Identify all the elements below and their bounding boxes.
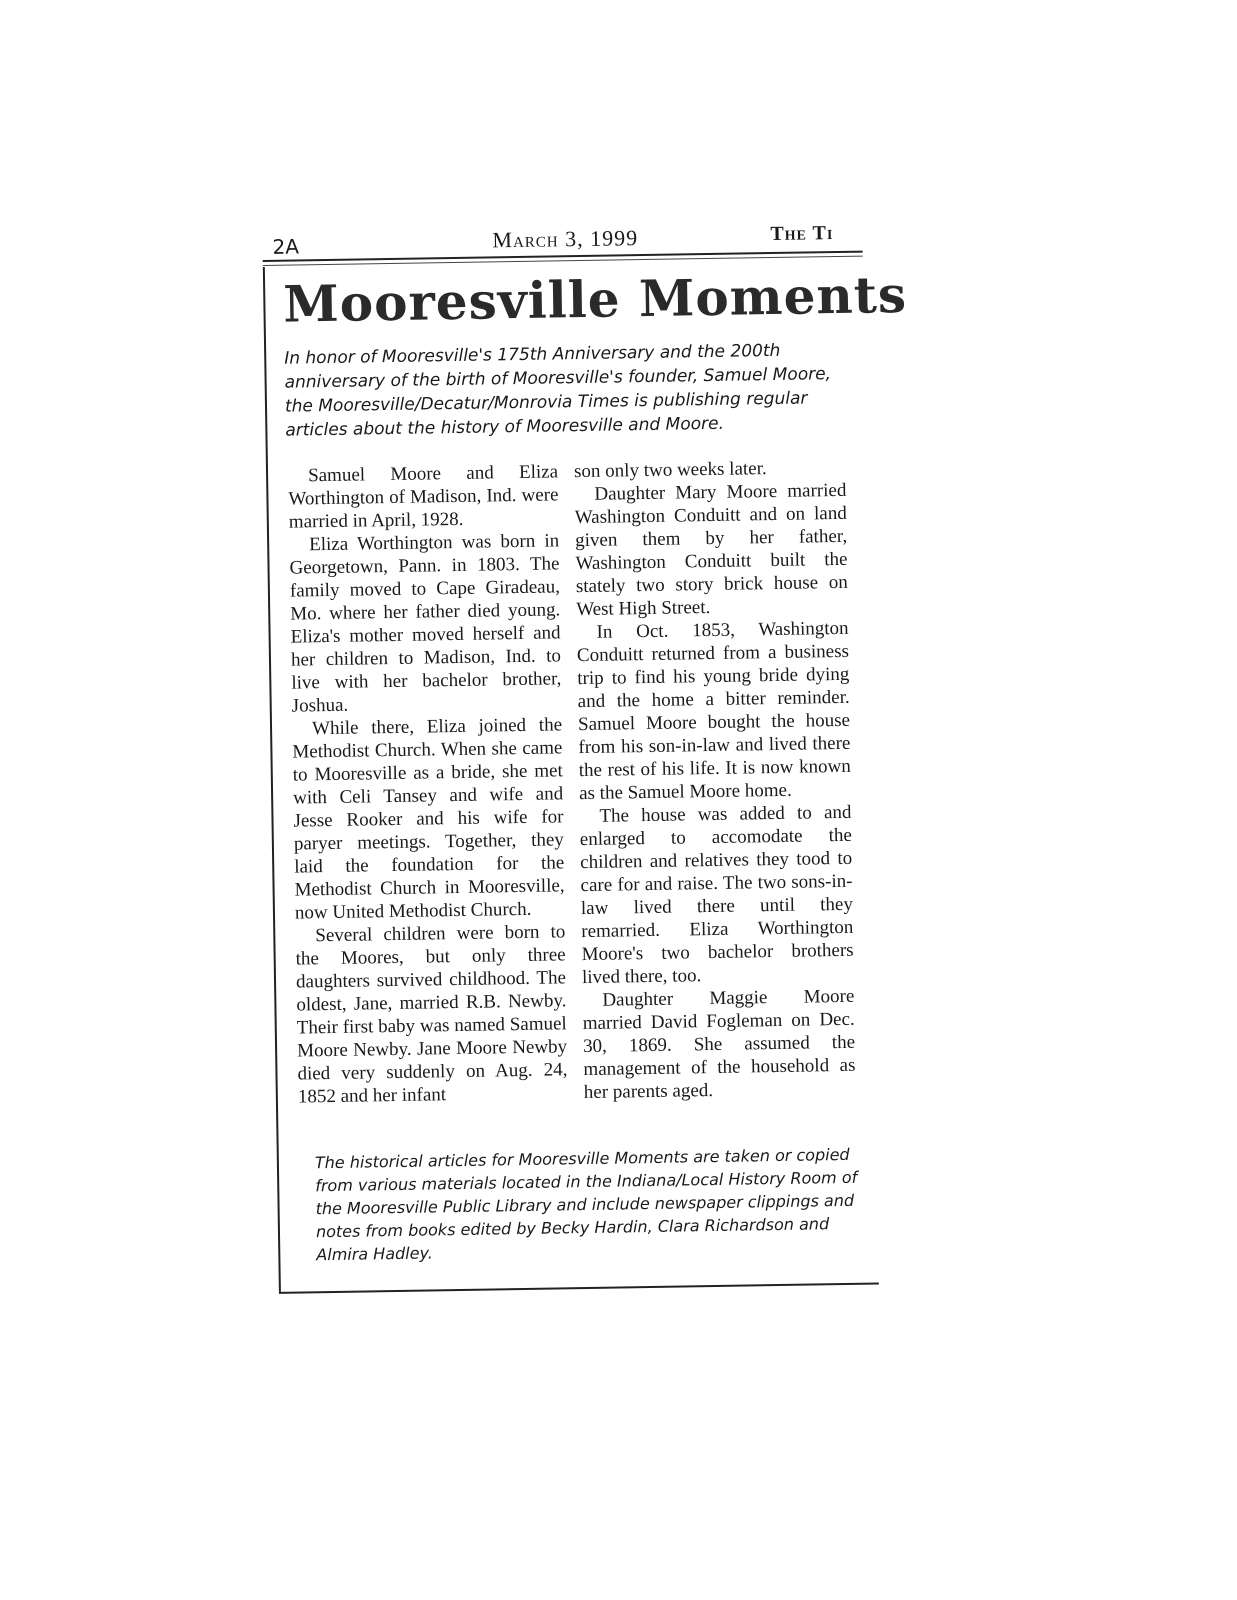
article-column-right bbox=[574, 456, 856, 1104]
page-number: 2A bbox=[272, 234, 300, 259]
article-footnote: The historical articles for Mooresville Moments are taken or copied from various materials located in the Indiana/Local History Room of the Mooresville Public Library and include newspaper clippings and notes from books edited by Becky Hardin, Clara Richardson and Almira Hadley. bbox=[314, 1144, 858, 1265]
newspaper-clipping bbox=[262, 205, 908, 1315]
article-paragraph: Eliza Worthington was born in Georgetown, Pann. in 1803. The family moved to Cape Giradeau, Mo. where her father died young. Eliza's mother moved herself and her children to Madison, Ind. to live with her bachelor brother, Joshua. bbox=[289, 530, 562, 717]
article-paragraph: The house was added to and enlarged to accomodate the children and relatives they tood to care for and raise. The two sons-in-law lived there until they remarried. Eliza Worthington Moore's two bachelor brothers lived there, too. bbox=[579, 801, 854, 989]
article-paragraph: son only two weeks later. bbox=[573, 458, 767, 483]
issue-date: March 3, 1999 bbox=[492, 225, 639, 253]
article-frame-left bbox=[263, 267, 281, 1292]
article-bottom-rule bbox=[279, 1282, 879, 1293]
article-paragraph: Samuel Moore and Eliza Worthington of Madison, Ind. were married in April, 1928. bbox=[288, 461, 559, 533]
article-title: Mooresville Moments bbox=[282, 264, 908, 334]
article-paragraph: In Oct. 1853, Washington Conduitt returned from a business trip to find his young bride dying and the home a bitter reminder. Samuel Moore bought the house from his son-in-law and lived there the rest of his life. It is now known as the Samuel Moore home. bbox=[576, 617, 851, 805]
article-intro: In honor of Mooresville's 175th Anniversary and the 200th anniversary of the birth of Mooresville's founder, Samuel Moore, the Mooresville/Decatur/Monrovia Times is publishing regular articles about the history of Mooresville and Moore. bbox=[284, 340, 832, 441]
article-paragraph: Daughter Maggie Moore married David Fogleman on Dec. 30, 1869. She assumed the management of the household as her parents aged. bbox=[582, 985, 856, 1104]
newspaper-name: The Ti bbox=[770, 222, 834, 246]
article-paragraph: Several children were born to the Moores, but only three daughters survived childhood. The oldest, Jane, married R.B. Newby. Their first baby was named Samuel Moore Newby. Jane Moore Newby died very suddenly on Aug. 24, 1852 and her infant bbox=[295, 921, 568, 1108]
article-paragraph: While there, Eliza joined the Methodist Church. When she came to Mooresville as a bride, she met with Celi Tansey and wife and Jesse Rooker and his wife for paryer meetings. Together, they laid the foundation for the Methodist Church in Mooresville, now United Methodist Church. bbox=[292, 714, 565, 924]
article-paragraph: Daughter Mary Moore married Washington Conduitt and on land given them by her father, Washington Conduitt built the stately two story brick house on West High Street. bbox=[574, 479, 849, 621]
article-column-left bbox=[288, 460, 568, 1108]
